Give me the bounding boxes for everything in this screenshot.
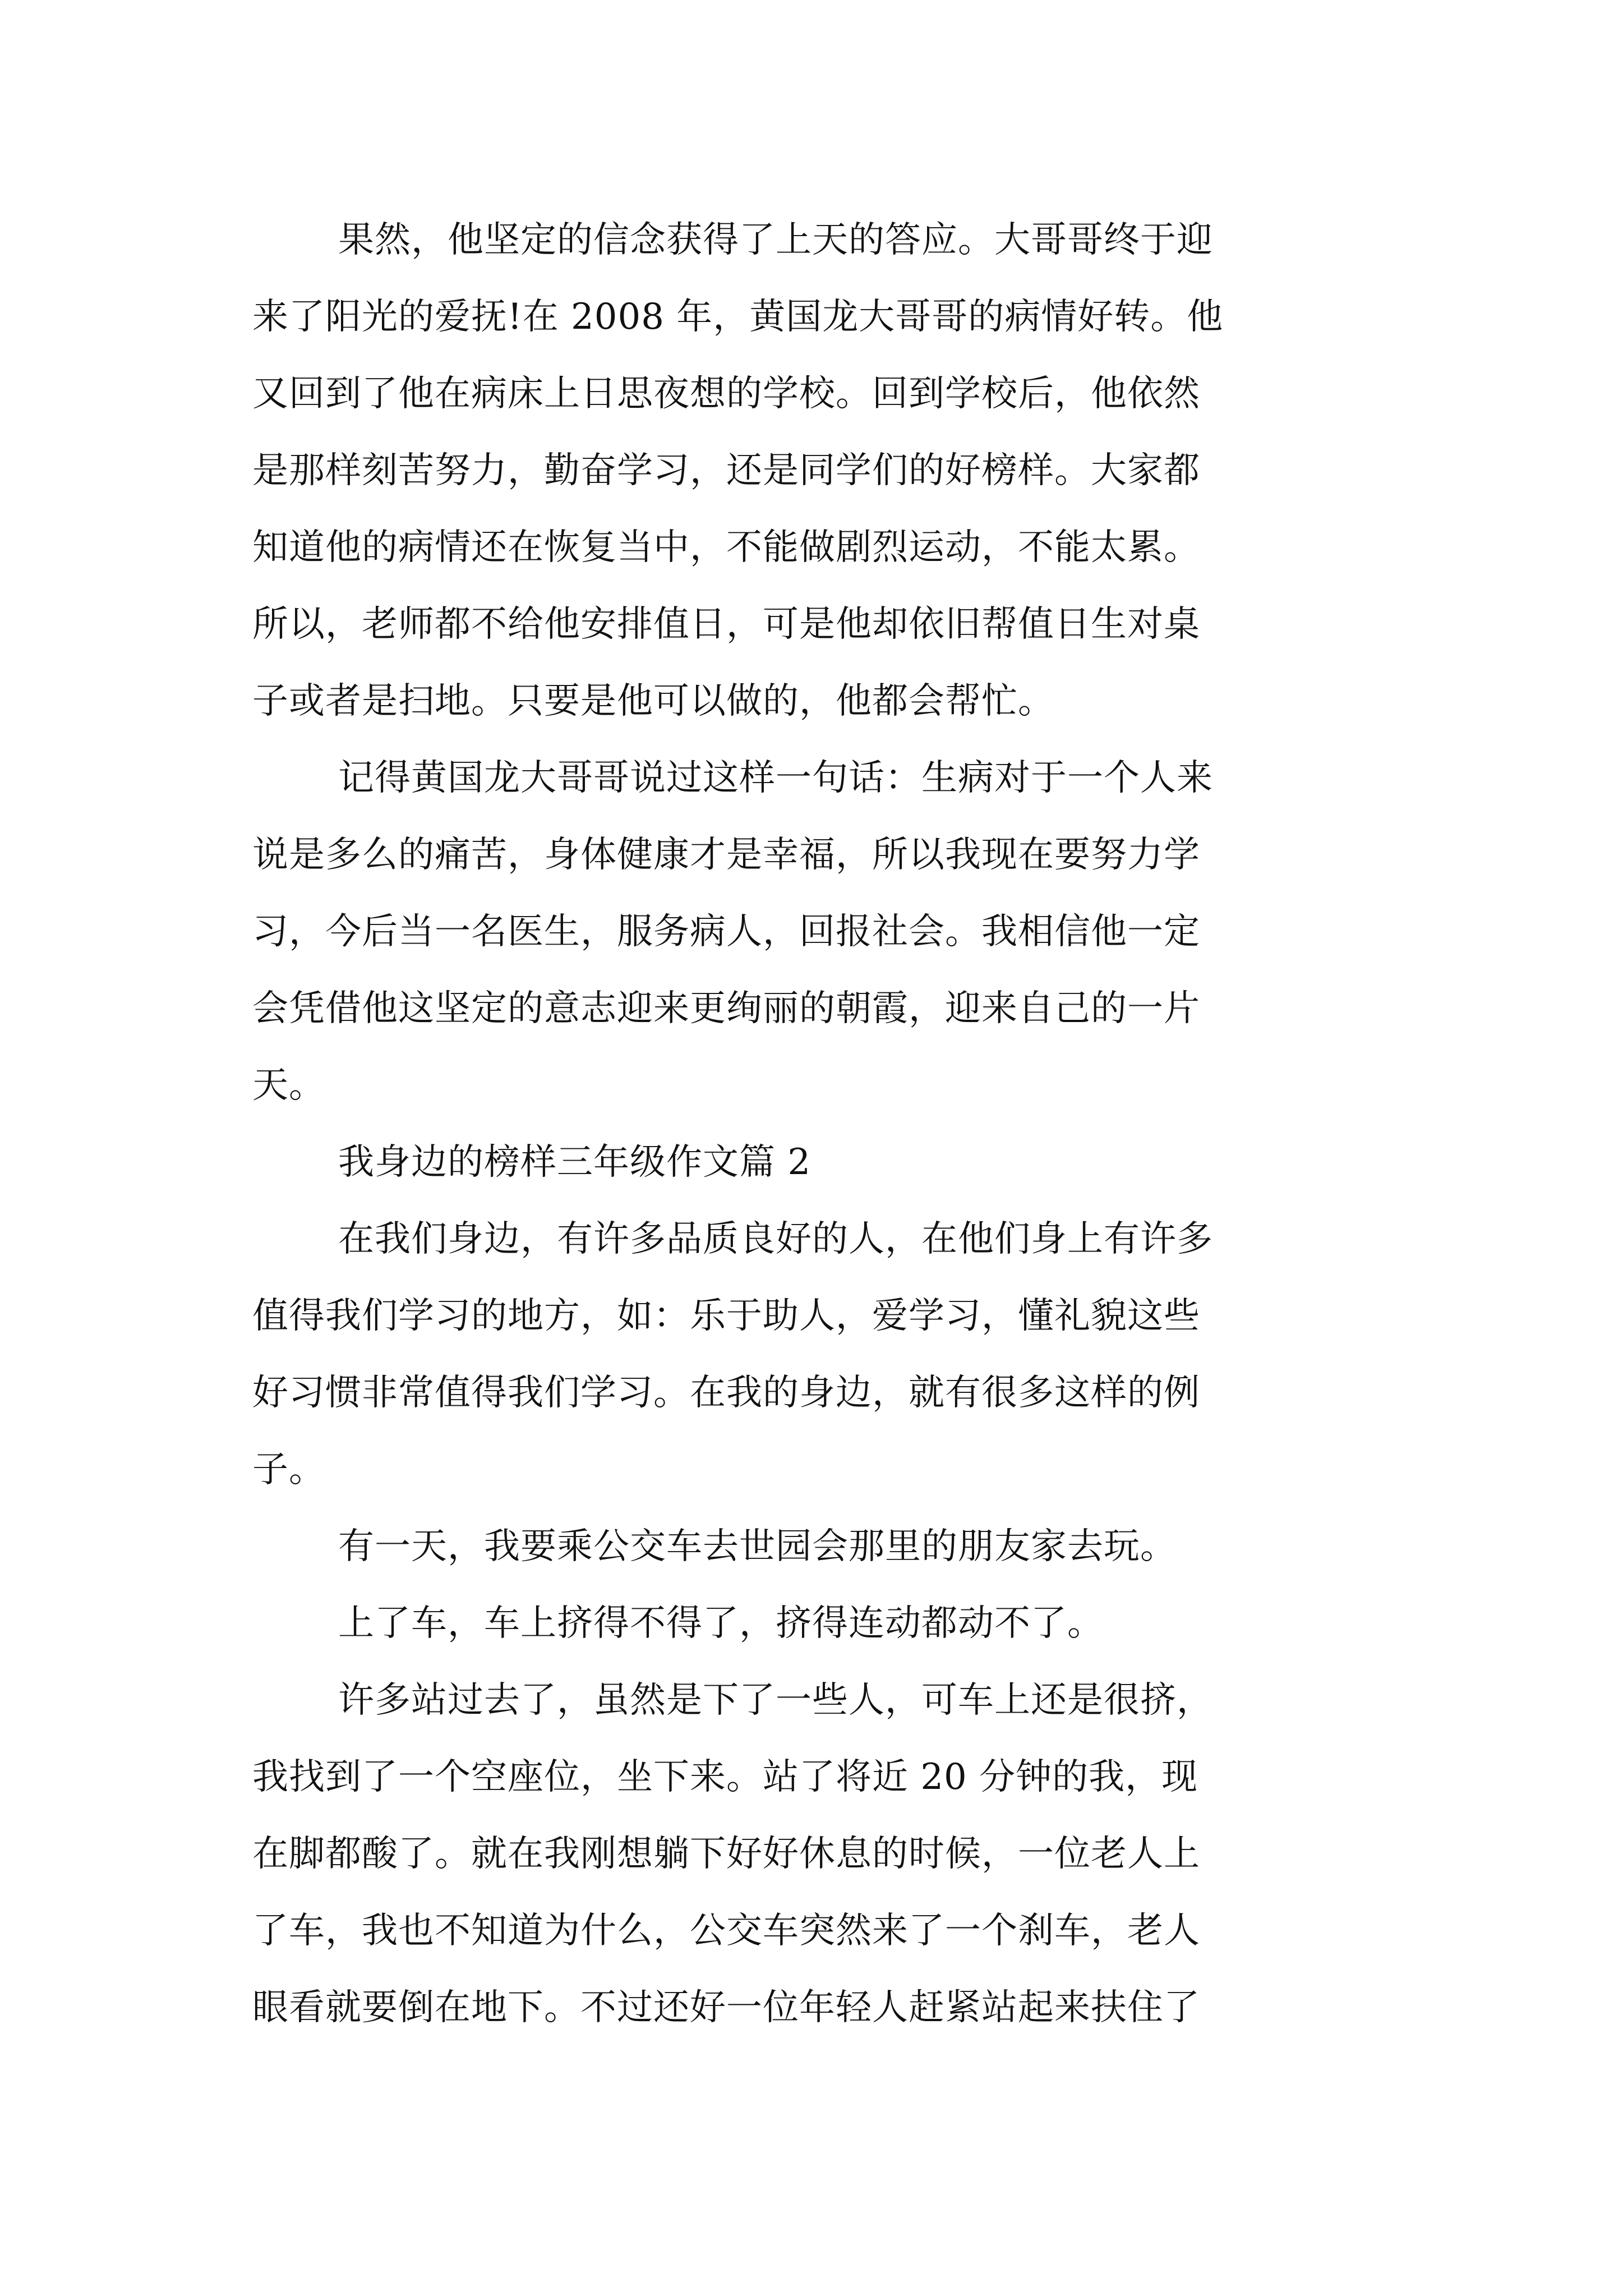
- paragraph-line: 子。: [252, 1449, 325, 1490]
- paragraph-line: 记得黄国龙大哥哥说过这样一句话：生病对于一个人来: [338, 757, 1213, 799]
- paragraph-line: 上了车，车上挤得不得了，挤得连动都动不了。: [338, 1603, 1104, 1644]
- paragraph-line: 眼看就要倒在地下。不过还好一位年轻人赶紧站起来扶住了: [252, 1987, 1200, 2028]
- section-heading: 我身边的榜样三年级作文篇 2: [338, 1142, 811, 1183]
- paragraph-line: 来了阳光的爱抚!在 2008 年，黄国龙大哥哥的病情好转。他: [252, 296, 1224, 338]
- paragraph-line: 子或者是扫地。只要是他可以做的，他都会帮忙。: [252, 680, 1054, 722]
- paragraph-line: 许多站过去了，虽然是下了一些人，可车上还是很挤，: [338, 1680, 1213, 1721]
- paragraph-line: 说是多么的痛苦，身体健康才是幸福，所以我现在要努力学: [252, 834, 1200, 876]
- paragraph-line: 是那样刻苦努力，勤奋学习，还是同学们的好榜样。大家都: [252, 450, 1200, 491]
- paragraph-line: 果然，他坚定的信念获得了上天的答应。大哥哥终于迎: [338, 219, 1213, 261]
- paragraph-line: 在我们身边，有许多品质良好的人，在他们身上有许多: [338, 1218, 1213, 1260]
- paragraph-line: 在脚都酸了。就在我刚想躺下好好休息的时候，一位老人上: [252, 1833, 1200, 1875]
- paragraph-line: 习，今后当一名医生，服务病人，回报社会。我相信他一定: [252, 911, 1200, 953]
- paragraph-line: 了车，我也不知道为什么，公交车突然来了一个刹车，老人: [252, 1910, 1200, 1952]
- paragraph-line: 又回到了他在病床上日思夜想的学校。回到学校后，他依然: [252, 373, 1200, 415]
- paragraph-line: 天。: [252, 1065, 325, 1106]
- paragraph-line: 所以，老师都不给他安排值日，可是他却依旧帮值日生对桌: [252, 604, 1200, 645]
- document-body: [252, 202, 1374, 2046]
- paragraph-line: 好习惯非常值得我们学习。在我的身边，就有很多这样的例: [252, 1372, 1200, 1414]
- paragraph-line: 会凭借他这坚定的意志迎来更绚丽的朝霞，迎来自己的一片: [252, 988, 1200, 1029]
- paragraph-line: 我找到了一个空座位，坐下来。站了将近 20 分钟的我，现: [252, 1756, 1198, 1798]
- paragraph-line: 知道他的病情还在恢复当中，不能做剧烈运动，不能太累。: [252, 527, 1200, 568]
- paragraph-line: 值得我们学习的地方，如：乐于助人，爱学习，懂礼貌这些: [252, 1295, 1200, 1337]
- paragraph-line: 有一天，我要乘公交车去世园会那里的朋友家去玩。: [338, 1526, 1177, 1567]
